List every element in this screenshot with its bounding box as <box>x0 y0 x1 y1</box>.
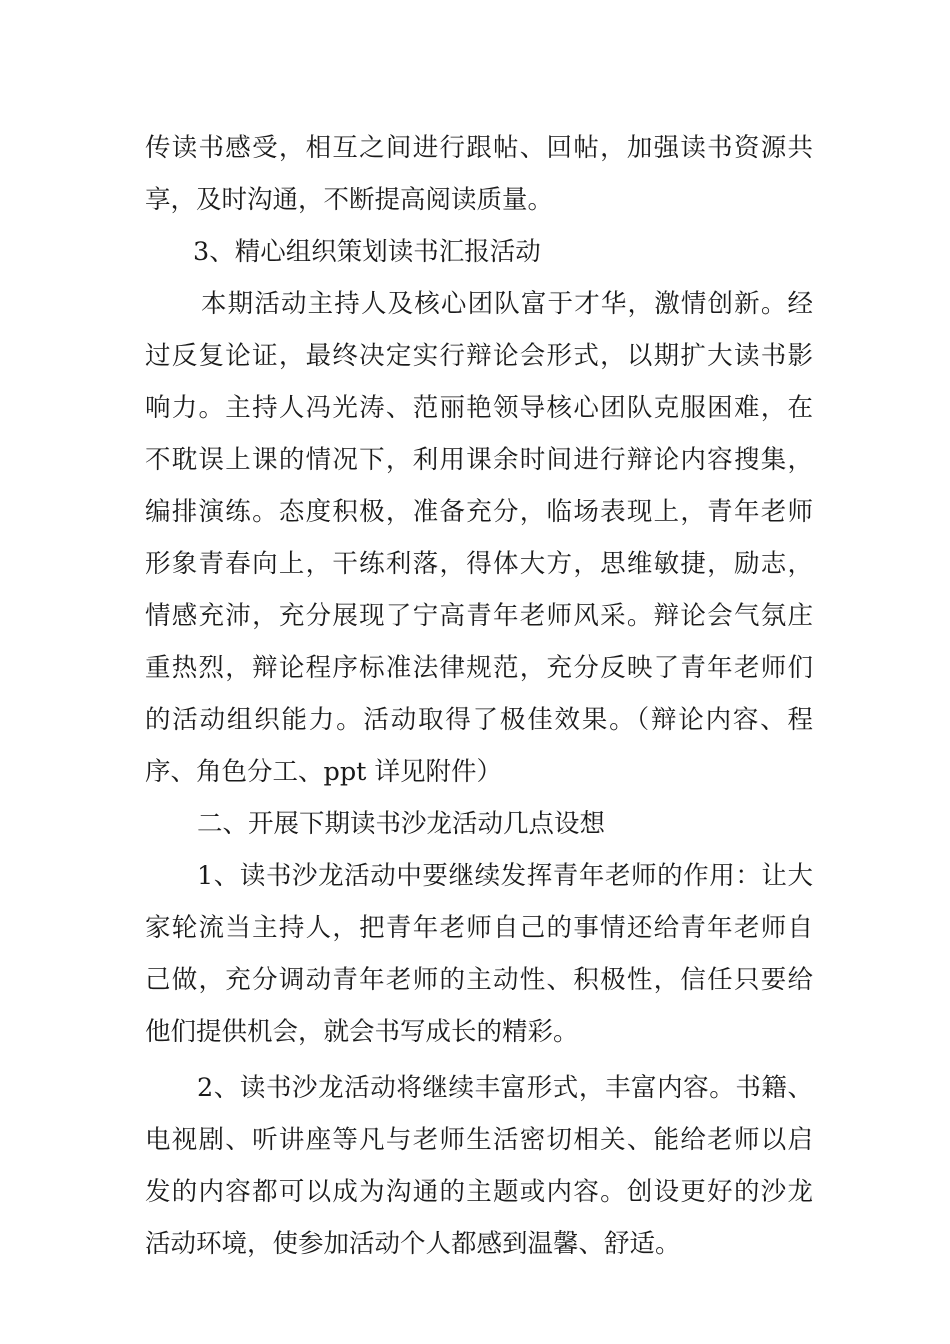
body-line: 的活动组织能力。活动取得了极佳效果。（辩论内容、程 <box>145 705 813 735</box>
body-line: 享，及时沟通，不断提高阅读质量。 <box>145 185 554 215</box>
body-line: 过反复论证，最终决定实行辩论会形式，以期扩大读书影 <box>145 341 813 371</box>
body-line: 发的内容都可以成为沟通的主题或内容。创设更好的沙龙 <box>145 1177 813 1207</box>
paragraph-first-line: 2、读书沙龙活动将继续丰富形式，丰富内容。书籍、 <box>197 1073 813 1103</box>
body-line: 形象青春向上，干练利落，得体大方，思维敏捷，励志， <box>145 549 813 579</box>
body-line: 编排演练。态度积极，准备充分，临场表现上，青年老师 <box>145 497 813 527</box>
section-heading: 二、开展下期读书沙龙活动几点设想 <box>197 809 606 839</box>
body-line: 传读书感受，相互之间进行跟帖、回帖，加强读书资源共 <box>145 133 813 163</box>
paragraph-first-line: 1、读书沙龙活动中要继续发挥青年老师的作用：让大 <box>197 861 813 891</box>
body-line: 活动环境，使参加活动个人都感到温馨、舒适。 <box>145 1229 681 1259</box>
body-line: 他们提供机会，就会书写成长的精彩。 <box>145 1017 579 1047</box>
body-line: 响力。主持人冯光涛、范丽艳领导核心团队克服困难，在 <box>145 393 813 423</box>
section-heading: 3、精心组织策划读书汇报活动 <box>193 237 541 267</box>
body-line: 不耽误上课的情况下，利用课余时间进行辩论内容搜集， <box>145 445 813 475</box>
body-line: 情感充沛，充分展现了宁高青年老师风采。辩论会气氛庄 <box>145 601 813 631</box>
body-line: 电视剧、听讲座等凡与老师生活密切相关、能给老师以启 <box>145 1125 813 1155</box>
body-line: 序、角色分工、ppt 详见附件） <box>145 757 503 787</box>
paragraph-first-line: 本期活动主持人及核心团队富于才华，激情创新。经 <box>201 289 813 319</box>
document-body <box>145 122 813 1270</box>
body-line: 己做，充分调动青年老师的主动性、积极性，信任只要给 <box>145 965 813 995</box>
body-line: 重热烈，辩论程序标准法律规范，充分反映了青年老师们 <box>145 653 813 683</box>
body-line: 家轮流当主持人，把青年老师自己的事情还给青年老师自 <box>145 913 813 943</box>
